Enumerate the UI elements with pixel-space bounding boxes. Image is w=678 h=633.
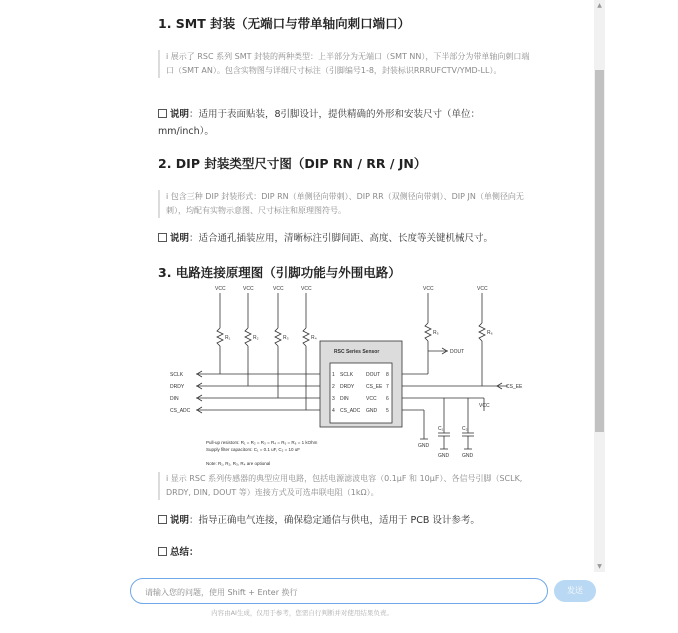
chip-pin: GND xyxy=(366,408,378,414)
chip-pin: DIN xyxy=(340,396,349,402)
section-2-quote: ⅰ 包含三种 DIP 封装形式：DIP RN（单侧径向带刺）、DIP RR（双侧径向带刺）、DIP JN（单侧径向无刺），均配有实物示意图、尺寸标注和原理图符号。 xyxy=(158,190,532,218)
note-label: 说明 xyxy=(170,109,190,120)
signal-sclk: SCLK xyxy=(170,372,184,378)
vcc-label: VCC xyxy=(301,286,312,292)
chip-pin-num: 4 xyxy=(332,408,335,414)
chip-pin-num: 7 xyxy=(386,384,389,390)
vcc-label: VCC xyxy=(479,403,490,409)
r6-label: R₆ xyxy=(487,330,493,336)
vcc-label: VCC xyxy=(423,286,434,292)
vcc-label: VCC xyxy=(477,286,488,292)
chip-pin: CS_EE xyxy=(366,384,383,390)
c2-label: C₂ xyxy=(462,426,468,432)
send-button[interactable]: 发送 xyxy=(554,580,596,602)
chip-pin-num: 3 xyxy=(332,396,335,402)
note-box-icon xyxy=(158,109,167,118)
chip-pin: DRDY xyxy=(340,384,355,390)
r5-label: R₅ xyxy=(433,330,439,336)
note-label: 说明 xyxy=(170,515,190,526)
note-label: 说明 xyxy=(170,233,190,244)
summary-line xyxy=(158,544,530,561)
section-2-note xyxy=(158,230,530,247)
note-box-icon xyxy=(158,547,167,556)
section-1-note xyxy=(158,106,530,140)
signal-din: DIN xyxy=(170,396,179,402)
chip-pin: DOUT xyxy=(366,372,381,378)
section-3-note xyxy=(158,512,530,529)
chip-pin: CS_ADC xyxy=(340,408,361,414)
c1-label: C₁ xyxy=(438,426,444,432)
section-1-title: 1. SMT 封装（无端口与带单轴向刺口端口） xyxy=(158,16,411,31)
note-box-icon xyxy=(158,233,167,242)
section-2-title: 2. DIP 封装类型尺寸图（DIP RN / RR / JN） xyxy=(158,156,427,171)
note-text: ：适合通孔插装应用，清晰标注引脚间距、高度、长度等关键机械尺寸。 xyxy=(189,233,494,244)
circuit-note: Supply filter capacitors: C₁ = 0.1 uF, C₂ = 10 uF xyxy=(206,447,301,452)
section-1-quote: ⅰ 展示了 RSC 系列 SMT 封装的两种类型：上半部分为无端口（SMT NN），下半部分为带单轴向刺口端口（SMT AN）。包含实物图与详细尺寸标注（引脚编号1-8，封装标识RRRUFCTV/YMD-LL）。 xyxy=(158,50,532,78)
chip-pin-num: 6 xyxy=(386,396,389,402)
gnd-label: GND xyxy=(418,443,430,449)
circuit-diagram xyxy=(168,283,528,473)
chip-title: RSC Series Sensor xyxy=(334,349,380,355)
vcc-label: VCC xyxy=(243,286,254,292)
note-text: ：适用于表面贴装，8引脚设计，提供精确的外形和安装尺寸（单位：mm/inch）。 xyxy=(158,109,481,137)
chip-pin: VCC xyxy=(366,396,377,402)
cs-ee-label: CS_EE xyxy=(506,384,523,390)
circuit-note: Note: R₁, R₂, R₃, R₄ are optional xyxy=(206,461,271,466)
scroll-down-icon[interactable]: ▼ xyxy=(597,563,602,570)
chip-pin-num: 1 xyxy=(332,372,335,378)
note-text: ：指导正确电气连接，确保稳定通信与供电，适用于 PCB 设计参考。 xyxy=(189,515,480,526)
chip-pin-num: 2 xyxy=(332,384,335,390)
scroll-up-icon[interactable]: ▲ xyxy=(597,2,602,9)
chip-pin-num: 8 xyxy=(386,372,389,378)
section-3-title: 3. 电路连接原理图（引脚功能与外围电路） xyxy=(158,265,401,280)
scrollbar[interactable] xyxy=(594,0,605,572)
scroll-thumb[interactable] xyxy=(595,70,604,432)
dout-label: DOUT xyxy=(450,349,465,355)
chat-input[interactable] xyxy=(143,583,542,601)
r3-label: R₃ xyxy=(283,335,289,341)
r1-label: R₁ xyxy=(225,335,231,341)
chip-pin: SCLK xyxy=(340,372,354,378)
disclaimer: 内容由AI生成，仅用于参考，您需自行判断并对使用结果负责。 xyxy=(211,609,393,617)
signal-cs-adc: CS_ADC xyxy=(170,408,191,414)
vcc-label: VCC xyxy=(215,286,226,292)
chip-pin-num: 5 xyxy=(386,408,389,414)
r2-label: R₂ xyxy=(253,335,259,341)
vcc-label: VCC xyxy=(273,286,284,292)
r4-label: R₄ xyxy=(311,335,317,341)
signal-drdy: DRDY xyxy=(170,384,185,390)
summary-label: 总结： xyxy=(170,547,199,558)
gnd-label: GND xyxy=(438,453,450,459)
note-box-icon xyxy=(158,515,167,524)
circuit-note: Pull-up resistors: R₁ = R₂ = R₃ = R₄ = R₅ = R₆ = 1 kOhm xyxy=(206,440,318,445)
gnd-label: GND xyxy=(462,453,474,459)
section-3-quote: ⅰ 显示 RSC 系列传感器的典型应用电路，包括电源滤波电容（0.1μF 和 10μF）、各信号引脚（SCLK, DRDY, DIN, DOUT 等）连接方式及可选串联电阻（1kΩ）。 xyxy=(158,472,532,500)
chat-input-box[interactable] xyxy=(130,578,548,604)
